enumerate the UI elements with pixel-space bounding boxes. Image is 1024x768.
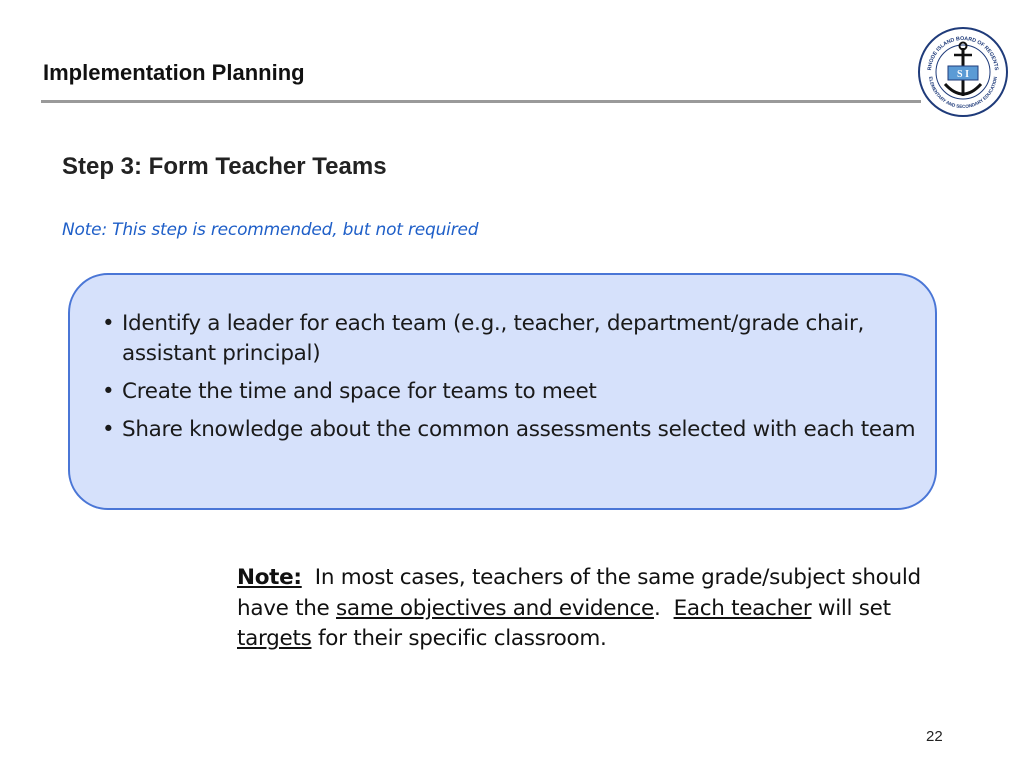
list-item	[102, 415, 947, 445]
bullet-list	[102, 309, 947, 453]
note-text: In most cases, teachers of the same grade/subject should have the	[237, 565, 928, 621]
list-item	[102, 309, 947, 369]
note-text: .	[653, 595, 674, 621]
list-item-text: Identify a leader for each team (e.g., teacher, department/grade chair, assistant principal)	[122, 311, 865, 366]
logo-text-top: RHODE ISLAND BOARD OF REGENTS	[926, 35, 999, 71]
note-text: for their specific classroom.	[311, 626, 607, 651]
header-divider	[41, 100, 921, 103]
note-emphasis-objectives: same objectives and evidence	[336, 595, 654, 621]
slide-title: Implementation Planning	[43, 60, 305, 85]
note-emphasis-targets: targets	[237, 626, 312, 651]
bullet-marker: •	[102, 379, 115, 404]
page-number: 22	[926, 728, 943, 745]
note-text: will set	[811, 595, 898, 621]
list-item	[102, 377, 947, 407]
list-item-text: Share knowledge about the common assessments selected with each team	[122, 417, 916, 442]
note-label: Note:	[237, 565, 302, 590]
step-note: Note: This step is recommended, but not required	[62, 220, 479, 240]
anchor-seal-icon	[916, 26, 1010, 118]
note-emphasis-each-teacher: Each teacher	[673, 595, 812, 621]
note-callout	[237, 563, 957, 655]
step-title: Step 3: Form Teacher Teams	[62, 153, 387, 180]
list-item-text: Create the time and space for teams to meet	[122, 379, 597, 404]
bullet-box	[68, 273, 937, 510]
logo-monogram: S I	[957, 69, 969, 80]
bullet-marker: •	[102, 417, 115, 442]
logo-text-bottom: ELEMENTARY AND SECONDARY EDUCATION	[928, 76, 998, 110]
bullet-marker: •	[102, 311, 115, 336]
